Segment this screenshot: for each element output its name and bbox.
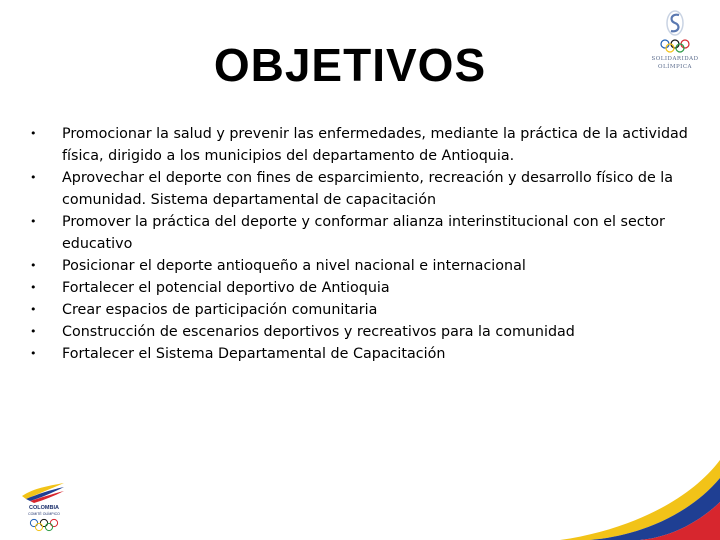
bullet-icon: • [30, 127, 37, 140]
bullet-icon: • [30, 325, 37, 338]
list-item-text: Crear espacios de participación comunitaria [62, 302, 378, 318]
list-item [30, 167, 690, 211]
flag-swoosh-decoration [560, 440, 720, 540]
bullet-icon: • [30, 215, 37, 228]
list-item [30, 343, 690, 365]
logo-text-colombia: COLOMBIA [29, 505, 59, 511]
bullet-icon: • [30, 303, 37, 316]
list-item [30, 255, 690, 277]
list-item-text: Aprovechar el deporte con fines de esparcimiento, recreación y desarrollo físico de la comunidad. Sistema departamental de capacitación [62, 170, 674, 208]
list-item [30, 211, 690, 255]
logo-text-line1: SOLIDARIDAD [651, 56, 699, 62]
list-item-text: Promocionar la salud y prevenir las enfermedades, mediante la práctica de la actividad física, dirigido a los municipios del departamento de Antioquia. [62, 126, 688, 164]
logo-text-comite: COMITÉ OLÍMPICO [28, 512, 60, 516]
logo-text-line2: OLÍMPICA [657, 64, 693, 70]
solidaridad-olimpica-emblem [640, 5, 710, 90]
list-item [30, 123, 690, 167]
slide-title: OBJETIVOS [213, 39, 487, 91]
bullet-icon: • [30, 259, 37, 272]
list-item-text: Posicionar el deporte antioqueño a nivel nacional e internacional [62, 258, 526, 274]
list-item [30, 321, 690, 343]
solidaridad-olimpica-logo [640, 5, 710, 90]
list-item-text: Fortalecer el potencial deportivo de Antioquia [62, 280, 390, 296]
list-item-text: Promover la práctica del deporte y conformar alianza interinstitucional con el sector educativo [62, 214, 665, 252]
objectives-list [30, 123, 690, 365]
bullet-icon: • [30, 347, 37, 360]
bullet-icon: • [30, 281, 37, 294]
colombia-flag-swoosh-icon [18, 480, 70, 504]
list-item [30, 277, 690, 299]
list-item-text: Construcción de escenarios deportivos y recreativos para la comunidad [62, 324, 575, 340]
list-item [30, 299, 690, 321]
bullet-icon: • [30, 171, 37, 184]
olympic-rings-icon [18, 518, 70, 532]
colombia-olympic-committee-logo [18, 480, 70, 536]
list-item-text: Fortalecer el Sistema Departamental de Capacitación [62, 346, 446, 362]
